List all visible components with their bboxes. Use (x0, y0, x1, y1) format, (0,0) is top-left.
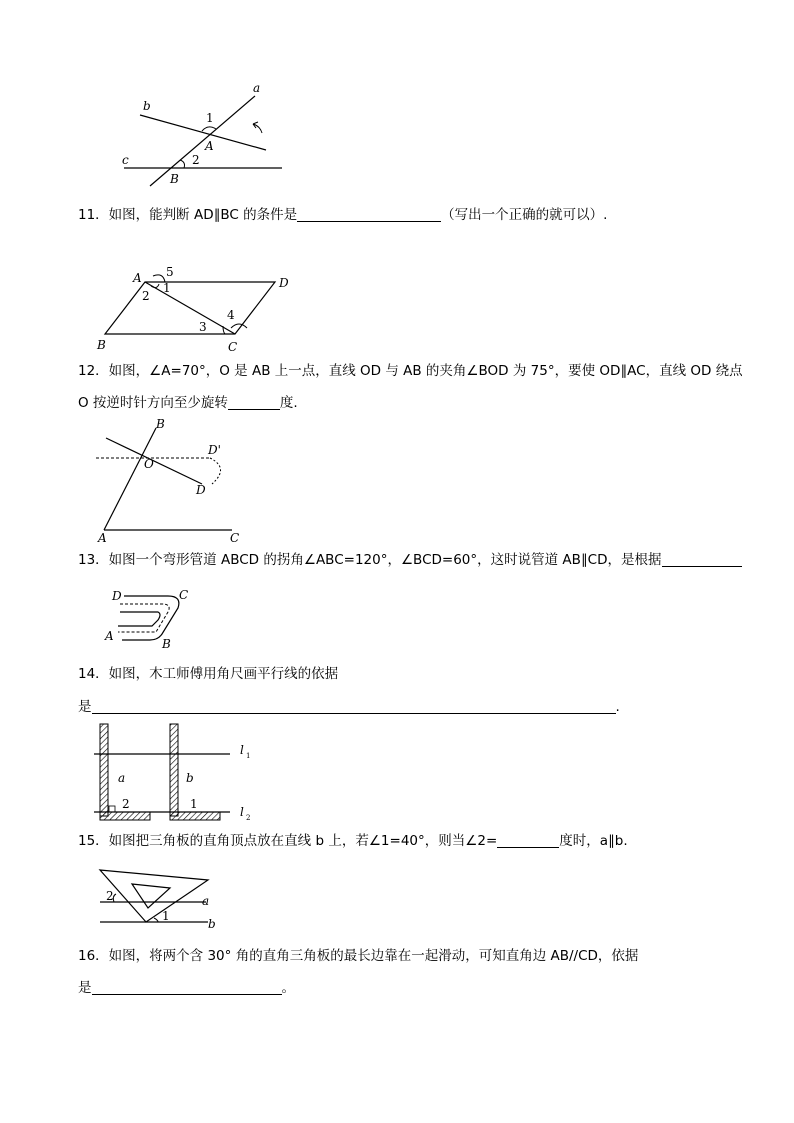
q11-answer-blank[interactable] (297, 207, 441, 222)
q16-text-a: 是 (78, 980, 92, 996)
question-16-line-2 (78, 978, 295, 998)
q14-label-a: a (118, 771, 126, 785)
q15-label-2: 2 (106, 889, 114, 903)
q14-label-l2-sub: 2 (246, 814, 251, 822)
question-16-line-1: 16．如图，将两个含 30° 角的直角三角板的最长边靠在一起滑动，可知直角边 AB//CD，依据 (78, 948, 639, 964)
q12-label-C: C (230, 531, 240, 545)
label-A: A (205, 139, 214, 153)
q12-label-A: A (98, 531, 107, 545)
q12-label-O: O (144, 457, 154, 471)
q13-label-A: A (105, 629, 114, 643)
label-a: a (253, 81, 261, 95)
q16-text-b: 。 (281, 980, 295, 996)
label-c: c (122, 153, 129, 167)
q14-label-2: 2 (122, 797, 130, 811)
q14-label-l2: l (240, 805, 244, 819)
q14-text-b: . (615, 699, 620, 715)
question-13 (78, 550, 742, 570)
question-14-line-1: 14．如图，木工师傅用角尺画平行线的依据 (78, 666, 339, 682)
question-14-line-2 (78, 697, 620, 717)
q12-text-a: O 按逆时针方向至少旋转 (78, 395, 228, 411)
figure-intersecting-lines (110, 78, 280, 193)
figure-q14-carpenter-square (94, 722, 264, 824)
q15-answer-blank[interactable] (497, 833, 559, 848)
q13-text: 13．如图一个弯形管道 ABCD 的拐角∠ABC=120°，∠BCD=60°，这时说管道 AB∥CD，是根据 (78, 552, 662, 568)
q13-label-B: B (162, 637, 171, 651)
q11-label-B: B (97, 338, 106, 352)
q15-text-a: 15．如图把三角板的直角顶点放在直线 b 上，若∠1=40°，则当∠2= (78, 833, 498, 849)
q11-label-2: 2 (142, 289, 150, 303)
figure-q12-rotation (90, 417, 250, 545)
q12-label-B: B (156, 417, 165, 431)
q11-label-D: D (279, 276, 289, 290)
question-11 (78, 205, 607, 225)
figure-q15-triangle (96, 858, 226, 930)
q16-answer-blank[interactable] (92, 980, 282, 995)
q13-label-C: C (179, 588, 189, 602)
q12-answer-blank[interactable] (228, 395, 280, 410)
q13-answer-blank[interactable] (662, 552, 742, 567)
question-12-line-2 (78, 393, 298, 413)
q11-text: 11．如图，能判断 AD∥BC 的条件是 (78, 207, 298, 223)
q11-label-A: A (133, 271, 142, 285)
label-B: B (170, 172, 179, 186)
q14-label-1: 1 (190, 797, 198, 811)
q12-text-b: 度. (279, 395, 298, 411)
question-12-line-1: 12．如图，∠A=70°，O 是 AB 上一点，直线 OD 与 AB 的夹角∠BOD 为 75°，要使 OD∥AC，直线 OD 绕点 (78, 363, 743, 379)
q12-label-D: D (196, 483, 206, 497)
q14-answer-blank[interactable] (92, 699, 616, 714)
q15-label-b: b (208, 917, 216, 931)
q11-after: （写出一个正确的就可以）. (441, 207, 608, 223)
figure-q11-parallelogram (95, 262, 305, 354)
q14-text-a: 是 (78, 699, 92, 715)
q14-label-l1: l (240, 743, 244, 757)
q14-label-b: b (186, 771, 194, 785)
label-b: b (143, 99, 151, 113)
q11-label-C: C (228, 340, 238, 354)
q15-text-b: 度时，a∥b. (559, 833, 628, 849)
label-angle-1: 1 (206, 111, 214, 125)
q11-label-5: 5 (166, 265, 174, 279)
q15-label-a: a (202, 894, 210, 908)
figure-q13-pipe (100, 582, 200, 654)
label-angle-2: 2 (192, 153, 200, 167)
question-15 (78, 831, 628, 851)
q11-label-1: 1 (163, 281, 171, 295)
q13-label-D: D (112, 589, 122, 603)
q11-label-4: 4 (227, 308, 235, 322)
q14-label-l1-sub: 1 (246, 752, 251, 760)
q12-label-Dprime: D' (208, 443, 221, 457)
q15-label-1: 1 (162, 909, 170, 923)
q11-label-3: 3 (199, 320, 207, 334)
